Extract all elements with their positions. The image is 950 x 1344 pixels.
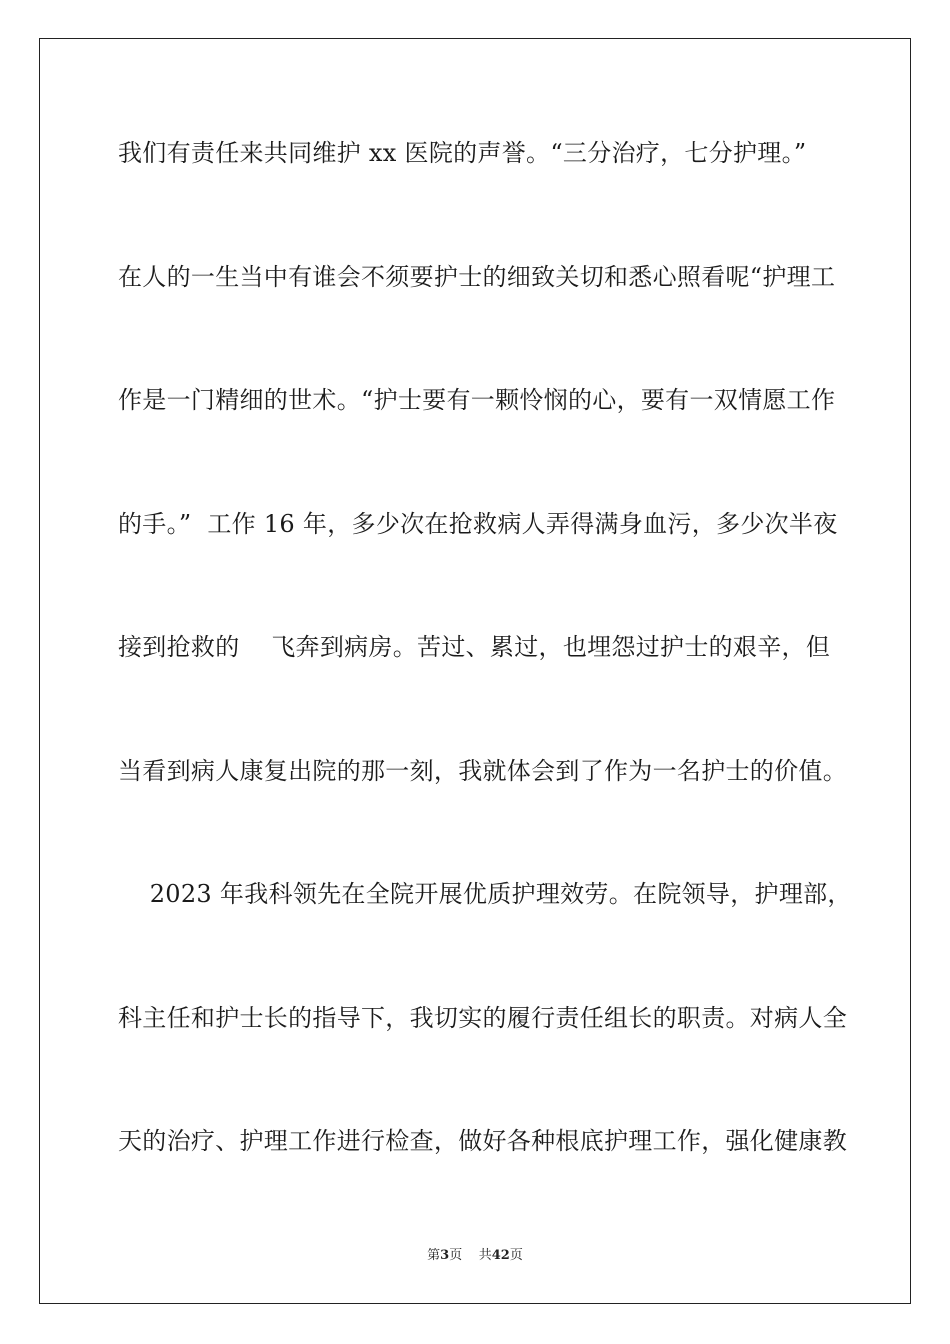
page-footer	[0, 1248, 950, 1264]
footer-page-prefix: 第	[427, 1248, 441, 1263]
body-line-5: 接到抢救的 飞奔到病房。苦过、累过，也埋怨过护士的艰辛，但	[118, 633, 831, 661]
body-line-7: 2023 年我科领先在全院开展优质护理效劳。在院领导，护理部，	[118, 880, 852, 908]
footer-total-pages: 42	[491, 1248, 510, 1263]
body-line-3: 作是一门精细的世术。“护士要有一颗怜悯的心，要有一双情愿工作	[118, 386, 836, 414]
body-line-2: 在人的一生当中有谁会不须要护士的细致关切和悉心照看呢“护理工	[118, 263, 836, 291]
footer-page-suffix: 页	[449, 1248, 463, 1263]
footer-page-number: 3	[440, 1248, 450, 1263]
footer-total-suffix: 页	[509, 1248, 523, 1263]
body-line-8: 科主任和护士长的指导下，我切实的履行责任组长的职责。对病人全	[118, 1004, 847, 1032]
footer-total-prefix: 共	[478, 1248, 492, 1263]
page-border	[39, 38, 911, 1304]
body-line-4: 的手。” 工作 16 年，多少次在抢救病人弄得满身血污，多少次半夜	[118, 510, 838, 538]
body-line-6: 当看到病人康复出院的那一刻，我就体会到了作为一名护士的价值。	[118, 757, 847, 785]
body-line-1: 我们有责任来共同维护 xx 医院的声誉。“三分治疗，七分护理。”	[118, 139, 807, 167]
body-line-9: 天的治疗、护理工作进行检查，做好各种根底护理工作，强化健康教	[118, 1127, 847, 1155]
